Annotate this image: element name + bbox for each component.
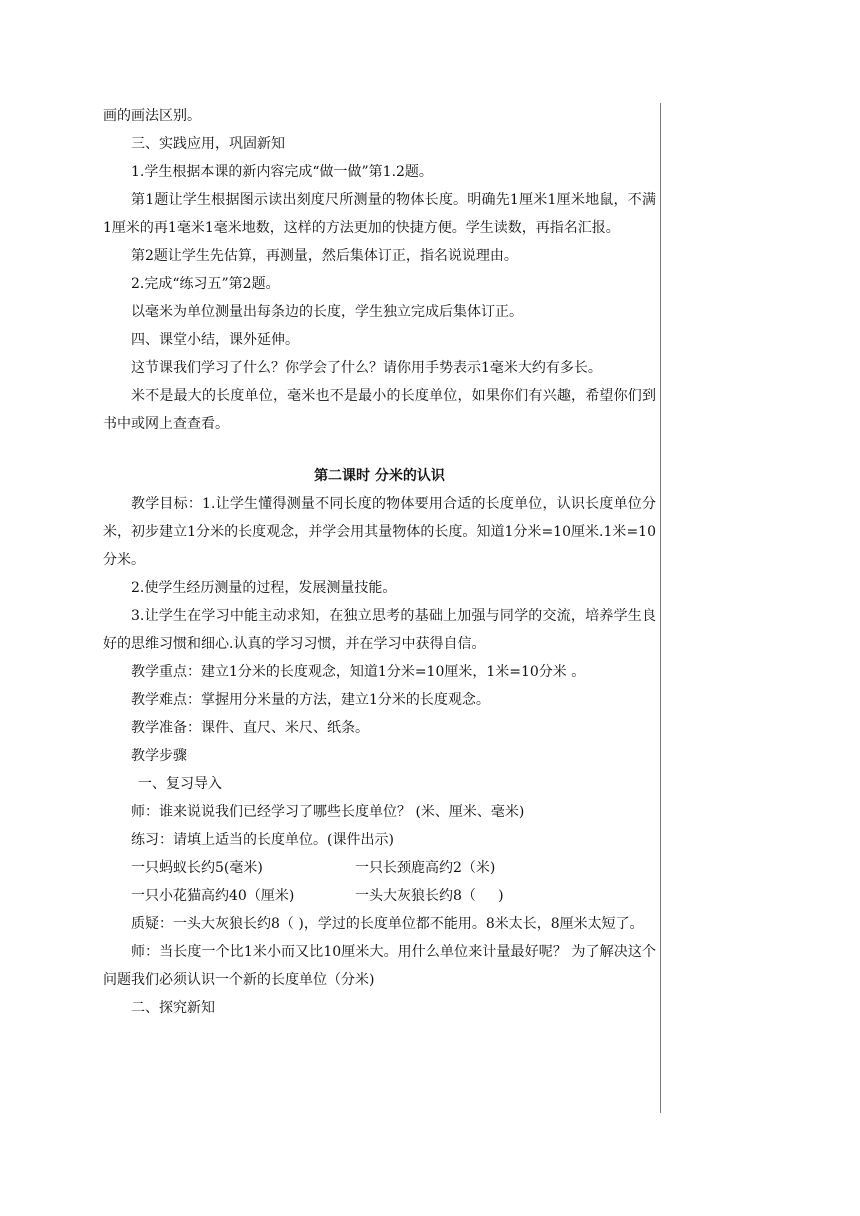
section-heading: 一、复习导入 <box>138 776 222 792</box>
exercise-item: 一只蚂蚁长约5(毫米) <box>131 860 263 876</box>
section-heading: 三、实践应用，巩固新知 <box>131 136 285 152</box>
document-body <box>103 102 656 1022</box>
lesson-title: 第二课时 分米的认识 <box>314 468 445 484</box>
paragraph: 质疑：一头大灰狼长约8（ )，学过的长度单位都不能用。8米太长，8厘米太短了。 <box>131 916 644 932</box>
exercise-item: 一只小花猫高约40（厘米) <box>131 888 295 904</box>
section-heading: 二、探究新知 <box>131 1000 215 1016</box>
paragraph: 师：当长度一个比1米小而又比10厘米大。用什么单位来计量最好呢？ 为了解决这个问题我们必须认识一个新的长度单位（分米) <box>103 944 656 988</box>
exercise-item: 一只长颈鹿高约2（米) <box>355 860 496 876</box>
paragraph: 这节课我们学习了什么？你学会了什么？请你用手势表示1毫米大约有多长。 <box>131 360 602 376</box>
teaching-key-points: 教学重点：建立1分米的长度观念，知道1分米=10厘米，1米=10分米 。 <box>131 664 586 680</box>
paragraph: 2.完成“练习五”第2题。 <box>131 276 280 292</box>
paragraph: 2.使学生经历测量的过程，发展测量技能。 <box>131 580 397 596</box>
paragraph: 第2题让学生先估算，再测量，然后集体订正，指名说说理由。 <box>131 248 518 264</box>
page-border-line <box>660 103 661 1113</box>
exercise-row <box>103 882 656 910</box>
paragraph: 以毫米为单位测量出每条边的长度，学生独立完成后集体订正。 <box>131 304 523 320</box>
section-heading: 四、课堂小结，课外延伸。 <box>131 332 299 348</box>
paragraph: 练习：请填上适当的长度单位。(课件出示) <box>131 832 394 848</box>
paragraph: 1.学生根据本课的新内容完成“做一做”第1.2题。 <box>131 164 433 180</box>
paragraph: 画的画法区别。 <box>103 108 201 124</box>
teaching-difficulties: 教学难点：掌握用分米量的方法，建立1分米的长度观念。 <box>131 692 490 708</box>
paragraph: 师：谁来说说我们已经学习了哪些长度单位？ (米、厘米、毫米) <box>131 804 525 820</box>
paragraph: 米不是最大的长度单位，毫米也不是最小的长度单位，如果你们有兴趣，希望你们到书中或网上查查看。 <box>103 388 656 432</box>
teaching-preparation: 教学准备：课件、直尺、米尺、纸条。 <box>131 720 369 736</box>
teaching-steps-heading: 教学步骤 <box>131 748 187 764</box>
teaching-goals: 教学目标：1.让学生懂得测量不同长度的物体要用合适的长度单位，认识长度单位分米，初步建立1分米的长度观念，并学会用其量物体的长度。知道1分米=10厘米.1米=10分米。 <box>103 496 656 568</box>
exercise-row <box>103 854 656 882</box>
paragraph: 3.让学生在学习中能主动求知，在独立思考的基础上加强与同学的交流，培养学生良好的思维习惯和细心.认真的学习习惯，并在学习中获得自信。 <box>103 608 656 652</box>
exercise-item: 一头大灰狼长约8（ ) <box>355 888 504 904</box>
paragraph: 第1题让学生根据图示读出刻度尺所测量的物体长度。明确先1厘米1厘米地鼠，不满1厘米的再1毫米1毫米地数，这样的方法更加的快捷方便。学生读数，再指名汇报。 <box>103 192 656 236</box>
